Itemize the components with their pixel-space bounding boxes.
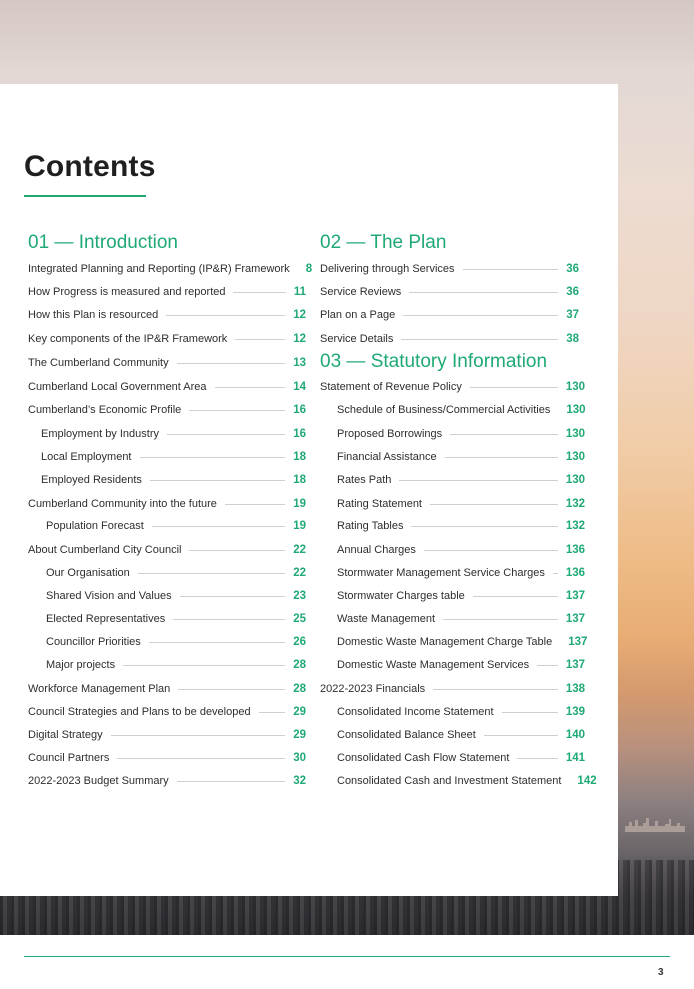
toc-entry-label: Rating Tables (337, 520, 404, 532)
leader-line (259, 712, 286, 713)
toc-entry[interactable] (28, 402, 306, 418)
toc-entry-label: Integrated Planning and Reporting (IP&R) Framework (28, 263, 290, 275)
leader-line (138, 573, 285, 574)
toc-subentry[interactable] (46, 634, 306, 650)
toc-entry-label: 2022-2023 Budget Summary (28, 775, 169, 787)
leader-line (177, 781, 286, 782)
toc-subentry[interactable] (337, 472, 585, 488)
leader-line (445, 457, 558, 458)
toc-entry-label: Council Partners (28, 752, 110, 764)
toc-entry-label: Service Details (320, 333, 394, 345)
leader-line (537, 665, 558, 666)
toc-entry-page: 137 (565, 590, 585, 602)
toc-entry-label: How Progress is measured and reported (28, 286, 226, 298)
toc-subentry[interactable] (337, 727, 585, 743)
section-heading-introduction: 01 — Introduction (28, 232, 178, 253)
toc-entry-label: About Cumberland City Council (28, 544, 182, 556)
toc-entry-page: 18 (293, 451, 306, 463)
leader-line (430, 504, 558, 505)
toc-entry[interactable] (28, 773, 306, 789)
leader-line (409, 292, 558, 293)
toc-entry-page: 29 (293, 706, 306, 718)
toc-entry[interactable] (28, 261, 313, 277)
toc-entry[interactable] (28, 284, 306, 300)
toc-entry-page: 130 (566, 404, 586, 416)
leader-line (473, 596, 558, 597)
leader-line (470, 387, 558, 388)
leader-line (235, 339, 285, 340)
toc-entry-page: 137 (565, 613, 585, 625)
leader-line (450, 434, 558, 435)
toc-subentry[interactable] (41, 472, 306, 488)
toc-subentry[interactable] (46, 657, 306, 673)
toc-entry-page: 25 (293, 613, 306, 625)
toc-subentry[interactable] (46, 565, 306, 581)
toc-entry-label: Digital Strategy (28, 729, 103, 741)
page-title: Contents (24, 150, 156, 183)
toc-entry-label: Consolidated Income Statement (337, 706, 494, 718)
toc-subentry[interactable] (337, 657, 585, 673)
leader-line (215, 387, 286, 388)
toc-entry-page: 32 (293, 775, 306, 787)
toc-entry-label: Domestic Waste Management Services (337, 659, 530, 671)
toc-entry[interactable] (28, 681, 306, 697)
toc-subentry[interactable] (337, 611, 585, 627)
toc-entry[interactable] (28, 542, 306, 558)
toc-entry-page: 28 (293, 659, 306, 671)
leader-line (433, 689, 558, 690)
toc-entry-label: The Cumberland Community (28, 357, 169, 369)
toc-entry-page: 23 (293, 590, 306, 602)
toc-subentry[interactable] (337, 449, 585, 465)
toc-entry-label: How this Plan is resourced (28, 309, 159, 321)
toc-entry-page: 19 (293, 520, 306, 532)
toc-subentry[interactable] (46, 588, 306, 604)
toc-entry-page: 136 (565, 544, 585, 556)
leader-line (180, 596, 286, 597)
toc-entry-page: 141 (565, 752, 585, 764)
toc-entry-label: Waste Management (337, 613, 436, 625)
toc-subentry[interactable] (46, 518, 306, 534)
leader-line (443, 619, 558, 620)
leader-line (225, 504, 285, 505)
leader-line (117, 758, 285, 759)
leader-line (401, 339, 558, 340)
section-heading-statutory-information: 03 — Statutory Information (320, 351, 548, 372)
toc-entry-page: 12 (293, 309, 306, 321)
leader-line (463, 269, 559, 270)
toc-entry[interactable] (28, 727, 306, 743)
toc-entry-label: Cumberland Community into the future (28, 498, 217, 510)
toc-entry-page: 136 (565, 567, 585, 579)
toc-entry[interactable] (28, 750, 306, 766)
leader-line (167, 434, 285, 435)
toc-entry-label: Financial Assistance (337, 451, 437, 463)
toc-entry-page: 138 (565, 683, 585, 695)
leader-line (553, 573, 558, 574)
toc-entry-label: Our Organisation (46, 567, 130, 579)
toc-entry-page: 18 (293, 474, 306, 486)
leader-line (140, 457, 286, 458)
leader-line (173, 619, 285, 620)
toc-entry-page: 16 (293, 428, 306, 440)
toc-entry-label: Consolidated Balance Sheet (337, 729, 476, 741)
leader-line (150, 480, 285, 481)
toc-entry-page: 26 (293, 636, 306, 648)
toc-entry[interactable] (28, 379, 306, 395)
toc-entry-label: Statement of Revenue Policy (320, 381, 462, 393)
toc-entry[interactable] (28, 307, 306, 323)
toc-subentry[interactable] (337, 518, 585, 534)
toc-entry-label: Rating Statement (337, 498, 422, 510)
leader-line (484, 735, 558, 736)
leader-line (178, 689, 285, 690)
leader-line (111, 735, 286, 736)
footer-divider (24, 956, 670, 957)
toc-entry-label: Consolidated Cash and Investment Statement (337, 775, 562, 787)
toc-entry-page: 132 (565, 498, 585, 510)
leader-line (403, 315, 558, 316)
city-skyline-image (625, 812, 685, 832)
toc-entry-page: 132 (565, 520, 585, 532)
toc-entry-page: 130 (565, 428, 585, 440)
toc-entry-label: Workforce Management Plan (28, 683, 171, 695)
page-number: 3 (658, 967, 664, 978)
section-heading-the-plan: 02 — The Plan (320, 232, 447, 253)
toc-subentry[interactable] (337, 750, 585, 766)
toc-entry-label: Plan on a Page (320, 309, 396, 321)
toc-entry[interactable] (28, 355, 306, 371)
toc-entry-page: 36 (566, 263, 579, 275)
toc-entry-page: 140 (565, 729, 585, 741)
toc-entry-label: Shared Vision and Values (46, 590, 172, 602)
toc-entry-label: Service Reviews (320, 286, 402, 298)
toc-entry-page: 130 (565, 474, 585, 486)
toc-entry-label: Stormwater Charges table (337, 590, 465, 602)
toc-entry[interactable] (28, 496, 306, 512)
toc-entry-label: Major projects (46, 659, 116, 671)
toc-entry-page: 11 (293, 286, 306, 298)
toc-subentry[interactable] (41, 426, 306, 442)
leader-line (411, 526, 557, 527)
leader-line (233, 292, 285, 293)
toc-entry-page: 16 (293, 404, 306, 416)
toc-entry-page: 137 (568, 636, 588, 648)
toc-subentry[interactable] (46, 611, 306, 627)
toc-entry-label: Local Employment (41, 451, 132, 463)
title-underline (24, 195, 146, 197)
toc-subentry[interactable] (337, 542, 585, 558)
toc-entry-label: Domestic Waste Management Charge Table (337, 636, 553, 648)
toc-entry-page: 30 (293, 752, 306, 764)
toc-entry[interactable] (28, 704, 306, 720)
leader-line (424, 550, 558, 551)
toc-entry-page: 130 (565, 381, 585, 393)
toc-entry-label: Annual Charges (337, 544, 416, 556)
toc-entry-page: 36 (566, 286, 579, 298)
toc-subentry[interactable] (337, 496, 585, 512)
leader-line (189, 550, 285, 551)
toc-entry-page: 22 (293, 567, 306, 579)
toc-entry[interactable] (320, 284, 579, 300)
toc-entry-label: Consolidated Cash Flow Statement (337, 752, 510, 764)
toc-subentry[interactable] (337, 588, 585, 604)
toc-entry[interactable] (320, 307, 579, 323)
leader-line (189, 410, 285, 411)
toc-entry[interactable] (320, 681, 585, 697)
leader-line (166, 315, 285, 316)
toc-entry-page: 29 (293, 729, 306, 741)
toc-subentry[interactable] (337, 402, 585, 418)
toc-entry-page: 37 (566, 309, 579, 321)
toc-entry-label: Employment by Industry (41, 428, 159, 440)
leader-line (177, 363, 286, 364)
toc-entry-label: Cumberland’s Economic Profile (28, 404, 182, 416)
toc-entry[interactable] (320, 261, 579, 277)
toc-entry[interactable] (320, 379, 585, 395)
toc-entry-page: 137 (565, 659, 585, 671)
leader-line (123, 665, 285, 666)
toc-subentry[interactable] (337, 704, 585, 720)
toc-entry-page: 14 (293, 381, 306, 393)
toc-subentry[interactable] (41, 449, 306, 465)
toc-entry-label: Rates Path (337, 474, 392, 486)
toc-entry-page: 139 (565, 706, 585, 718)
toc-entry-label: 2022-2023 Financials (320, 683, 426, 695)
toc-subentry[interactable] (337, 773, 597, 789)
toc-entry-label: Population Forecast (46, 520, 144, 532)
toc-entry[interactable] (320, 331, 579, 347)
toc-entry[interactable] (28, 331, 306, 347)
toc-entry-label: Proposed Borrowings (337, 428, 443, 440)
toc-entry-label: Key components of the IP&R Framework (28, 333, 228, 345)
toc-entry-label: Councillor Priorities (46, 636, 141, 648)
toc-entry-page: 28 (293, 683, 306, 695)
toc-entry-label: Stormwater Management Service Charges (337, 567, 545, 579)
toc-entry-page: 22 (293, 544, 306, 556)
leader-line (152, 526, 285, 527)
toc-entry-label: Delivering through Services (320, 263, 455, 275)
toc-subentry[interactable] (337, 634, 588, 650)
toc-entry-page: 12 (293, 333, 306, 345)
leader-line (149, 642, 285, 643)
toc-entry-label: Schedule of Business/Commercial Activities (337, 404, 551, 416)
toc-entry-label: Elected Representatives (46, 613, 166, 625)
toc-entry-page: 142 (577, 775, 597, 787)
toc-subentry[interactable] (337, 565, 585, 581)
toc-entry-page: 19 (293, 498, 306, 510)
toc-entry-page: 8 (305, 263, 313, 275)
leader-line (502, 712, 558, 713)
toc-entry-label: Cumberland Local Government Area (28, 381, 207, 393)
toc-entry-label: Employed Residents (41, 474, 142, 486)
leader-line (517, 758, 557, 759)
toc-subentry[interactable] (337, 426, 585, 442)
toc-entry-page: 38 (566, 333, 579, 345)
toc-entry-page: 13 (293, 357, 306, 369)
toc-entry-page: 130 (565, 451, 585, 463)
toc-entry-label: Council Strategies and Plans to be developed (28, 706, 251, 718)
leader-line (399, 480, 557, 481)
